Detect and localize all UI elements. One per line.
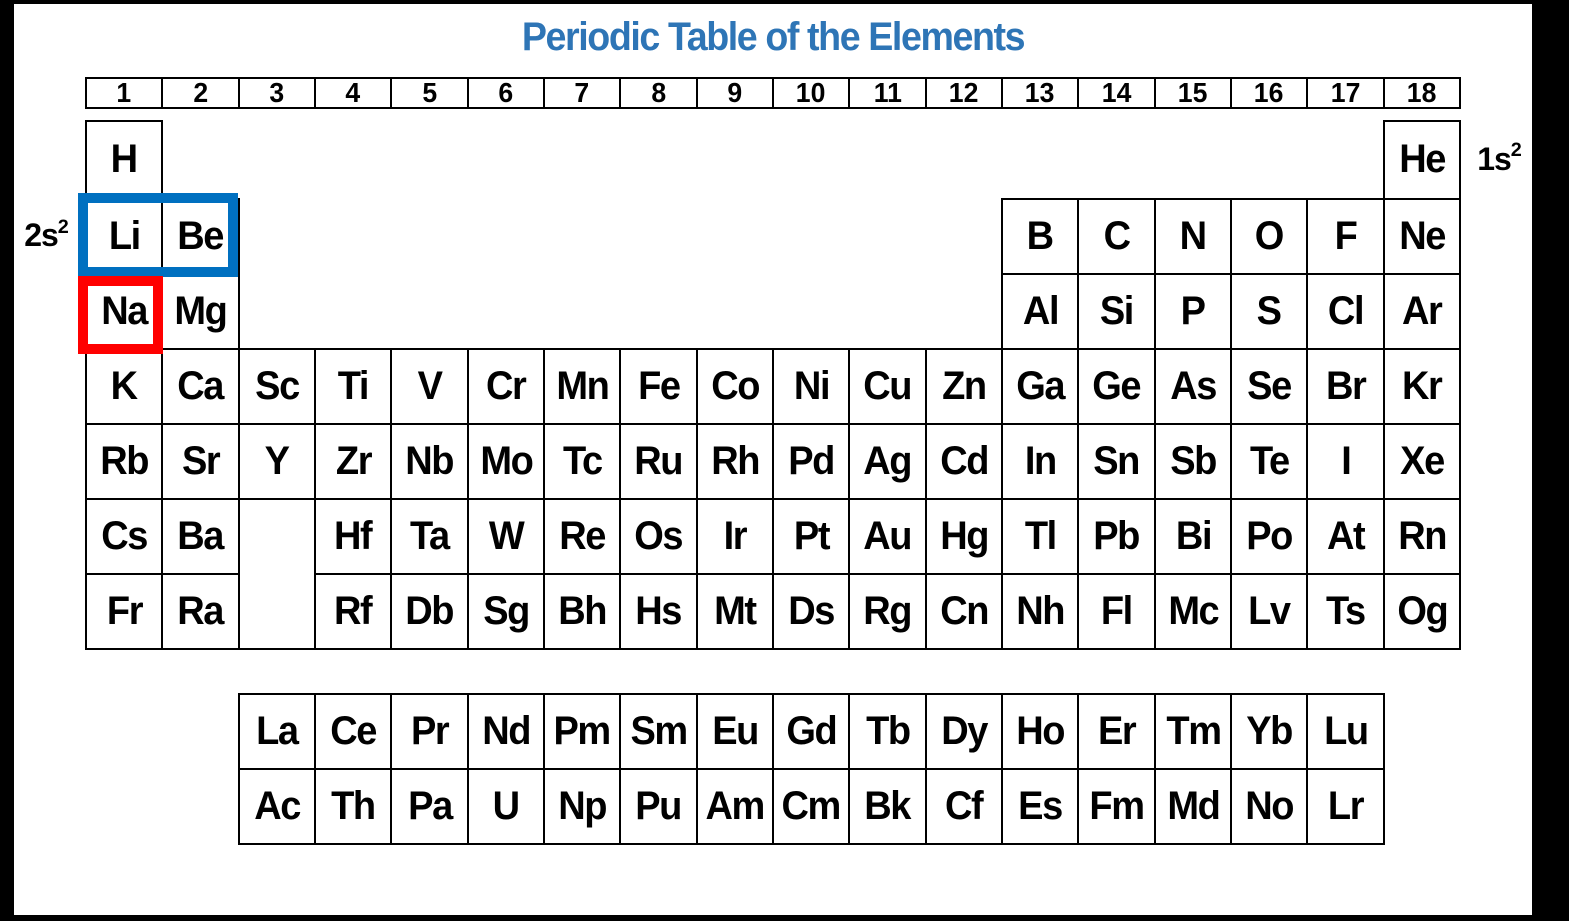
element-symbol: Cm — [781, 783, 841, 828]
group-number-label: 16 — [1254, 77, 1284, 108]
element-cell-mc — [1154, 573, 1232, 650]
element-symbol: Np — [558, 783, 606, 828]
element-cell-cs — [85, 498, 163, 575]
element-symbol: In — [1024, 438, 1056, 483]
element-symbol: Gd — [786, 708, 836, 753]
element-symbol: I — [1340, 438, 1351, 483]
element-symbol: Rh — [711, 438, 759, 483]
element-symbol: Tl — [1024, 513, 1056, 558]
element-cell-po — [1230, 498, 1308, 575]
element-cell-w — [467, 498, 545, 575]
element-cell-al — [1001, 273, 1079, 350]
element-symbol: Hf — [334, 513, 372, 558]
group-number-label: 4 — [345, 77, 361, 108]
element-cell-au — [848, 498, 927, 575]
element-symbol: Mn — [555, 363, 609, 408]
element-cell-er — [1077, 693, 1156, 770]
element-cell-yb — [1230, 693, 1308, 770]
element-cell-pa — [390, 768, 469, 845]
element-cell-no — [1230, 768, 1308, 845]
element-cell-sb — [1154, 423, 1232, 500]
element-cell-lr — [1306, 768, 1385, 845]
group-header-cell-7 — [543, 77, 621, 109]
element-symbol: Rb — [100, 438, 148, 483]
element-symbol: Fm — [1089, 783, 1144, 828]
element-symbol: Si — [1099, 288, 1134, 333]
element-cell-pd — [772, 423, 850, 500]
element-symbol: Bk — [864, 783, 911, 828]
element-cell-mt — [696, 573, 774, 650]
element-cell-cu — [848, 348, 927, 425]
page-title: Periodic Table of the Elements — [521, 15, 1025, 59]
group-header-cell-17 — [1306, 77, 1385, 109]
element-cell-dy — [925, 693, 1003, 770]
element-cell-co — [696, 348, 774, 425]
element-cell-rg — [848, 573, 927, 650]
element-cell-ar — [1383, 273, 1461, 350]
group-number-label: 18 — [1407, 77, 1437, 108]
element-cell-am — [696, 768, 774, 845]
element-symbol: Zr — [335, 438, 371, 483]
group-header-cell-8 — [619, 77, 698, 109]
element-cell-nb — [390, 423, 469, 500]
element-symbol: Xe — [1400, 438, 1444, 483]
element-cell-na — [85, 273, 163, 350]
element-symbol: Pa — [407, 783, 452, 828]
element-cell-md — [1154, 768, 1232, 845]
element-symbol: Lv — [1248, 588, 1290, 633]
element-cell-mn — [543, 348, 621, 425]
element-cell-ts — [1306, 573, 1385, 650]
group-header-cell-11 — [848, 77, 927, 109]
group-number-label: 1 — [116, 77, 132, 108]
element-cell-re — [543, 498, 621, 575]
element-symbol: Cr — [486, 363, 526, 408]
element-symbol: Mc — [1168, 588, 1218, 633]
group-header-cell-1 — [85, 77, 163, 109]
config-base: 1s — [1477, 140, 1511, 177]
element-cell-li — [85, 198, 163, 275]
group-header-cell-5 — [390, 77, 469, 109]
element-cell-fl — [1077, 573, 1156, 650]
element-cell-pm — [543, 693, 621, 770]
element-cell-as — [1154, 348, 1232, 425]
element-symbol: Es — [1018, 783, 1062, 828]
element-cell-pr — [390, 693, 469, 770]
element-symbol: Og — [1397, 588, 1447, 633]
element-symbol: No — [1245, 783, 1293, 828]
element-symbol: Mo — [479, 438, 533, 483]
element-symbol: Na — [101, 288, 147, 333]
element-symbol: Pm — [553, 708, 611, 753]
element-symbol: Ca — [177, 363, 224, 408]
element-cell-rf — [314, 573, 392, 650]
element-symbol: Ni — [793, 363, 829, 408]
element-symbol: Fe — [637, 363, 680, 408]
element-symbol: Cl — [1327, 288, 1364, 333]
element-symbol: Ir — [723, 513, 747, 558]
element-symbol: Al — [1022, 288, 1058, 333]
element-symbol: Fr — [106, 588, 142, 633]
element-symbol: Ar — [1402, 288, 1442, 333]
element-symbol: Md — [1166, 783, 1220, 828]
group-number-label: 17 — [1330, 77, 1361, 108]
element-symbol: Lu — [1323, 708, 1368, 753]
config-base: 2s — [24, 217, 58, 253]
element-cell-sc — [238, 348, 316, 425]
element-cell-th — [314, 768, 392, 845]
element-cell-ho — [1001, 693, 1079, 770]
element-cell-es — [1001, 768, 1079, 845]
element-symbol: Hg — [940, 513, 988, 558]
element-symbol: Li — [108, 213, 140, 258]
element-symbol: Dy — [941, 708, 987, 753]
element-cell-sr — [161, 423, 240, 500]
element-symbol: Rn — [1398, 513, 1446, 558]
element-symbol: Ta — [410, 513, 449, 558]
fblock-placeholder-cell — [238, 498, 316, 650]
element-symbol: He — [1399, 137, 1445, 181]
element-symbol: B — [1026, 213, 1054, 258]
element-symbol: Po — [1246, 513, 1292, 558]
element-cell-i — [1306, 423, 1385, 500]
element-cell-ni — [772, 348, 850, 425]
element-symbol: F — [1334, 213, 1357, 258]
element-symbol: Cu — [863, 363, 912, 408]
element-cell-in — [1001, 423, 1079, 500]
element-cell-eu — [696, 693, 774, 770]
element-cell-nh — [1001, 573, 1079, 650]
element-cell-p — [1154, 273, 1232, 350]
group-number-label: 11 — [873, 77, 902, 108]
electron-config-label-2s2: 2s $^2$ — [24, 215, 68, 253]
element-cell-f — [1306, 198, 1385, 275]
element-symbol: Ac — [254, 783, 300, 828]
element-cell-cd — [925, 423, 1003, 500]
group-number-label: 13 — [1025, 77, 1055, 108]
element-cell-h — [85, 120, 163, 200]
element-cell-zn — [925, 348, 1003, 425]
element-symbol: Th — [331, 783, 375, 828]
element-symbol: Cd — [940, 438, 988, 483]
element-symbol: Be — [177, 213, 224, 258]
element-symbol: Ne — [1399, 213, 1445, 258]
element-cell-sn — [1077, 423, 1156, 500]
element-symbol: Co — [711, 363, 759, 408]
element-cell-lu — [1306, 693, 1385, 770]
element-symbol: C — [1103, 213, 1130, 258]
element-symbol: Cn — [940, 588, 988, 633]
element-cell-o — [1230, 198, 1308, 275]
element-cell-os — [619, 498, 698, 575]
element-symbol: Pt — [793, 513, 829, 558]
element-symbol: Nd — [482, 708, 530, 753]
element-cell-zr — [314, 423, 392, 500]
group-number-label: 3 — [269, 77, 285, 108]
element-cell-he — [1383, 120, 1461, 200]
group-header-cell-6 — [467, 77, 545, 109]
element-cell-ga — [1001, 348, 1079, 425]
group-header-cell-9 — [696, 77, 774, 109]
element-cell-kr — [1383, 348, 1461, 425]
element-symbol: Sg — [483, 588, 529, 633]
element-symbol: Pb — [1093, 513, 1140, 558]
element-symbol: At — [1326, 513, 1365, 558]
element-cell-tc — [543, 423, 621, 500]
element-cell-ti — [314, 348, 392, 425]
element-cell-nd — [467, 693, 545, 770]
electron-config-label-1s2: 1s $^2$ — [1477, 139, 1521, 177]
group-number-label: 8 — [651, 77, 666, 108]
element-cell-cn — [925, 573, 1003, 650]
element-symbol: Yb — [1246, 708, 1292, 753]
element-symbol: Ba — [177, 513, 224, 558]
element-cell-u — [467, 768, 545, 845]
element-cell-pu — [619, 768, 698, 845]
element-cell-ir — [696, 498, 774, 575]
element-cell-ta — [390, 498, 469, 575]
element-cell-np — [543, 768, 621, 845]
element-symbol: Sr — [181, 438, 220, 483]
element-cell-fe — [619, 348, 698, 425]
element-cell-xe — [1383, 423, 1461, 500]
element-symbol: Pr — [410, 708, 449, 753]
element-cell-br — [1306, 348, 1385, 425]
group-header-cell-15 — [1154, 77, 1232, 109]
element-symbol: Ra — [177, 588, 224, 633]
element-symbol: Lr — [1327, 783, 1364, 828]
element-cell-fr — [85, 573, 163, 650]
element-symbol: Tb — [865, 708, 910, 753]
element-cell-rb — [85, 423, 163, 500]
element-symbol: Er — [1097, 708, 1136, 753]
element-symbol: Re — [559, 513, 605, 558]
element-cell-cm — [772, 768, 850, 845]
element-cell-s — [1230, 273, 1308, 350]
element-symbol: Bi — [1175, 513, 1211, 558]
group-header-cell-3 — [238, 77, 316, 109]
element-symbol: Ga — [1016, 363, 1064, 408]
element-symbol: Sm — [630, 708, 687, 753]
element-symbol: Tm — [1165, 708, 1221, 753]
element-cell-at — [1306, 498, 1385, 575]
element-cell-y — [238, 423, 316, 500]
element-symbol: Tc — [562, 438, 602, 483]
element-symbol: Am — [705, 783, 765, 828]
element-cell-ds — [772, 573, 850, 650]
element-cell-ru — [619, 423, 698, 500]
element-symbol: Cf — [945, 783, 983, 828]
element-cell-bi — [1154, 498, 1232, 575]
element-symbol: As — [1170, 363, 1216, 408]
group-number-label: 14 — [1101, 77, 1132, 108]
element-symbol: Kr — [1402, 363, 1442, 408]
group-header-cell-18 — [1383, 77, 1461, 109]
element-symbol: Fl — [1101, 588, 1132, 633]
element-cell-tl — [1001, 498, 1079, 575]
element-cell-b — [1001, 198, 1079, 275]
element-symbol: Nb — [405, 438, 454, 483]
element-cell-c — [1077, 198, 1156, 275]
element-cell-ce — [314, 693, 392, 770]
element-symbol: Ts — [1326, 588, 1365, 633]
element-cell-ge — [1077, 348, 1156, 425]
element-cell-rh — [696, 423, 774, 500]
element-symbol: S — [1257, 288, 1281, 333]
group-number-label: 7 — [574, 77, 590, 108]
element-cell-lv — [1230, 573, 1308, 650]
group-header-cell-2 — [161, 77, 240, 109]
element-cell-hs — [619, 573, 698, 650]
group-header-cell-13 — [1001, 77, 1079, 109]
group-number-label: 10 — [796, 77, 826, 108]
element-symbol: Se — [1247, 363, 1291, 408]
element-cell-db — [390, 573, 469, 650]
element-symbol: Ds — [788, 588, 834, 633]
group-number-label: 12 — [949, 77, 979, 108]
element-symbol: Br — [1325, 363, 1366, 408]
element-cell-tb — [848, 693, 927, 770]
element-cell-rn — [1383, 498, 1461, 575]
element-cell-cl — [1306, 273, 1385, 350]
element-symbol: Rf — [334, 588, 372, 633]
element-cell-sm — [619, 693, 698, 770]
element-cell-n — [1154, 198, 1232, 275]
element-symbol: H — [110, 137, 138, 181]
element-cell-se — [1230, 348, 1308, 425]
element-symbol: U — [492, 783, 520, 828]
element-cell-si — [1077, 273, 1156, 350]
element-cell-mo — [467, 423, 545, 500]
group-header-cell-12 — [925, 77, 1003, 109]
element-symbol: Y — [265, 438, 289, 483]
element-symbol: Te — [1249, 438, 1289, 483]
element-cell-ag — [848, 423, 927, 500]
group-header-cell-4 — [314, 77, 392, 109]
element-symbol: P — [1181, 288, 1205, 333]
element-symbol: N — [1179, 213, 1207, 258]
element-symbol: Pu — [635, 783, 682, 828]
element-symbol: Sb — [1170, 438, 1216, 483]
element-cell-bh — [543, 573, 621, 650]
element-symbol: Ho — [1016, 708, 1064, 753]
element-symbol: Hs — [635, 588, 682, 633]
element-symbol: O — [1254, 213, 1284, 258]
element-symbol: Sc — [255, 363, 299, 408]
element-symbol: Db — [405, 588, 454, 633]
element-cell-ne — [1383, 198, 1461, 275]
group-number-label: 15 — [1178, 77, 1208, 108]
element-symbol: Os — [634, 513, 683, 558]
element-cell-pb — [1077, 498, 1156, 575]
group-header-cell-10 — [772, 77, 850, 109]
element-symbol: Pd — [788, 438, 834, 483]
element-symbol: Bh — [558, 588, 606, 633]
element-cell-ra — [161, 573, 240, 650]
element-cell-te — [1230, 423, 1308, 500]
element-cell-hf — [314, 498, 392, 575]
element-symbol: Nh — [1016, 588, 1064, 633]
element-symbol: Mg — [174, 288, 227, 333]
element-symbol: Eu — [712, 708, 758, 753]
element-cell-gd — [772, 693, 850, 770]
element-cell-ba — [161, 498, 240, 575]
element-symbol: Au — [863, 513, 912, 558]
element-cell-cr — [467, 348, 545, 425]
element-cell-ca — [161, 348, 240, 425]
element-cell-v — [390, 348, 469, 425]
element-symbol: W — [488, 513, 524, 558]
element-symbol: Cs — [101, 513, 147, 558]
element-cell-sg — [467, 573, 545, 650]
element-symbol: K — [110, 363, 138, 408]
element-symbol: Ge — [1092, 363, 1141, 408]
element-cell-ac — [238, 768, 316, 845]
group-number-label: 5 — [422, 77, 437, 108]
element-symbol: Zn — [942, 363, 986, 408]
element-cell-be — [161, 198, 240, 275]
element-cell-mg — [161, 273, 240, 350]
element-cell-og — [1383, 573, 1461, 650]
element-cell-cf — [925, 768, 1003, 845]
element-symbol: La — [256, 708, 298, 753]
group-number-label: 9 — [727, 77, 743, 108]
group-number-label: 6 — [498, 77, 514, 108]
element-symbol: Sn — [1093, 438, 1140, 483]
element-cell-hg — [925, 498, 1003, 575]
element-symbol: Ce — [330, 708, 376, 753]
element-symbol: Ti — [337, 363, 369, 408]
group-header-cell-14 — [1077, 77, 1156, 109]
element-cell-bk — [848, 768, 927, 845]
element-symbol: Ru — [634, 438, 683, 483]
element-symbol: Rg — [863, 588, 912, 633]
element-cell-tm — [1154, 693, 1232, 770]
element-cell-pt — [772, 498, 850, 575]
group-number-label: 2 — [193, 77, 208, 108]
group-header-cell-16 — [1230, 77, 1308, 109]
element-cell-la — [238, 693, 316, 770]
element-symbol: Ag — [863, 438, 912, 483]
element-cell-k — [85, 348, 163, 425]
element-symbol: Mt — [714, 588, 756, 633]
element-symbol: V — [417, 363, 442, 408]
element-cell-fm — [1077, 768, 1156, 845]
